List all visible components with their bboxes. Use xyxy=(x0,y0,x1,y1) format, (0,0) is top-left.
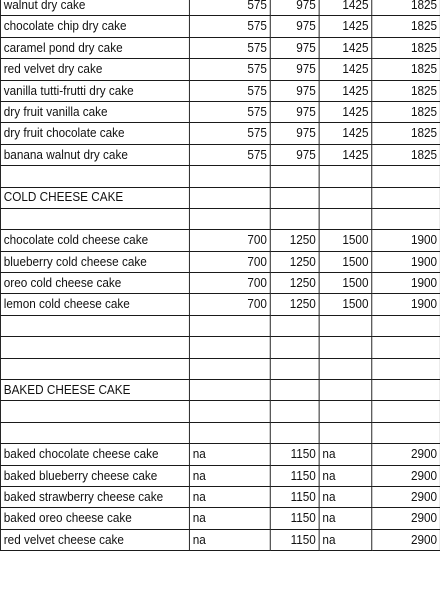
price-cell xyxy=(270,401,319,422)
table-row xyxy=(0,273,440,294)
price-cell: 575 xyxy=(189,144,270,165)
price-cell: 575 xyxy=(189,0,270,16)
item-name-cell: red velvet cheese cake xyxy=(0,529,189,550)
price-cell: na xyxy=(189,465,270,486)
price-cell xyxy=(372,208,440,229)
price-cell: 1150 xyxy=(270,508,319,529)
price-cell: na xyxy=(319,529,372,550)
price-cell: 575 xyxy=(189,101,270,122)
item-name-cell: blueberry cold cheese cake xyxy=(0,251,189,272)
item-name-cell: dry fruit vanilla cake xyxy=(0,101,189,122)
table-row xyxy=(0,0,440,16)
item-name-cell xyxy=(0,166,189,187)
price-cell: 1425 xyxy=(319,37,372,58)
price-cell: 975 xyxy=(270,80,319,101)
price-cell: 2900 xyxy=(372,508,440,529)
price-cell xyxy=(319,337,372,358)
price-cell xyxy=(319,315,372,336)
item-name-cell: oreo cold cheese cake xyxy=(0,273,189,294)
table-row xyxy=(0,529,440,550)
table-row xyxy=(0,16,440,37)
price-cell xyxy=(372,187,440,208)
price-cell xyxy=(319,422,372,443)
table-row xyxy=(0,422,440,443)
price-cell: 1150 xyxy=(270,444,319,465)
table-row xyxy=(0,144,440,165)
price-cell: 1825 xyxy=(372,16,440,37)
price-cell: 1425 xyxy=(319,16,372,37)
price-cell: na xyxy=(319,486,372,507)
price-cell: na xyxy=(319,508,372,529)
price-cell: 2900 xyxy=(372,486,440,507)
table-row xyxy=(0,465,440,486)
price-cell: 975 xyxy=(270,144,319,165)
price-cell xyxy=(189,380,270,401)
item-name-cell xyxy=(0,337,189,358)
price-cell xyxy=(372,358,440,379)
item-name-cell: banana walnut dry cake xyxy=(0,144,189,165)
price-cell: 575 xyxy=(189,37,270,58)
table-row xyxy=(0,315,440,336)
item-name-cell: dry fruit chocolate cake xyxy=(0,123,189,144)
price-cell xyxy=(270,315,319,336)
price-cell: 1250 xyxy=(270,230,319,251)
price-cell xyxy=(189,315,270,336)
item-name-cell: chocolate chip dry cake xyxy=(0,16,189,37)
price-cell: 2900 xyxy=(372,444,440,465)
price-cell: 975 xyxy=(270,59,319,80)
price-cell xyxy=(270,337,319,358)
price-cell xyxy=(189,166,270,187)
price-cell xyxy=(270,358,319,379)
table-row xyxy=(0,37,440,58)
price-cell: 975 xyxy=(270,16,319,37)
price-cell: 1825 xyxy=(372,123,440,144)
price-cell: 1250 xyxy=(270,294,319,315)
price-cell xyxy=(372,401,440,422)
item-name-cell xyxy=(0,422,189,443)
price-cell: 1150 xyxy=(270,529,319,550)
table-row xyxy=(0,294,440,315)
price-cell xyxy=(319,401,372,422)
table-row xyxy=(0,380,440,401)
item-name-cell xyxy=(0,208,189,229)
price-cell xyxy=(372,166,440,187)
price-cell: 1825 xyxy=(372,59,440,80)
price-cell: 1900 xyxy=(372,294,440,315)
table-row xyxy=(0,123,440,144)
price-cell xyxy=(372,380,440,401)
table-row xyxy=(0,401,440,422)
table-row xyxy=(0,187,440,208)
table-row xyxy=(0,208,440,229)
price-cell: na xyxy=(319,444,372,465)
price-cell xyxy=(189,337,270,358)
item-name-cell: BAKED CHEESE CAKE xyxy=(0,380,189,401)
price-cell: 1500 xyxy=(319,230,372,251)
price-cell: 975 xyxy=(270,0,319,16)
item-name-cell: lemon cold cheese cake xyxy=(0,294,189,315)
price-cell: 1425 xyxy=(319,101,372,122)
price-cell xyxy=(319,166,372,187)
price-cell xyxy=(270,187,319,208)
price-cell: 1425 xyxy=(319,144,372,165)
item-name-cell: COLD CHEESE CAKE xyxy=(0,187,189,208)
price-cell: 1900 xyxy=(372,273,440,294)
price-cell: 1900 xyxy=(372,251,440,272)
price-cell xyxy=(319,358,372,379)
price-cell xyxy=(189,422,270,443)
price-cell: na xyxy=(189,508,270,529)
price-cell: 1425 xyxy=(319,80,372,101)
price-cell xyxy=(319,208,372,229)
item-name-cell: walnut dry cake xyxy=(0,0,189,16)
table-row xyxy=(0,508,440,529)
price-cell: 1825 xyxy=(372,37,440,58)
price-cell: 575 xyxy=(189,59,270,80)
item-name-cell: baked blueberry cheese cake xyxy=(0,465,189,486)
price-cell: 1150 xyxy=(270,465,319,486)
item-name-cell xyxy=(0,401,189,422)
item-name-cell: baked chocolate cheese cake xyxy=(0,444,189,465)
price-cell: 1900 xyxy=(372,230,440,251)
price-cell: 575 xyxy=(189,80,270,101)
table-row xyxy=(0,358,440,379)
price-cell: 1500 xyxy=(319,294,372,315)
price-cell xyxy=(372,337,440,358)
price-cell: 2900 xyxy=(372,465,440,486)
price-cell xyxy=(189,187,270,208)
price-cell: 1500 xyxy=(319,251,372,272)
price-cell xyxy=(319,380,372,401)
table-row xyxy=(0,59,440,80)
table-row xyxy=(0,486,440,507)
table-row xyxy=(0,251,440,272)
price-cell: 700 xyxy=(189,230,270,251)
price-cell: 975 xyxy=(270,123,319,144)
price-cell: 1825 xyxy=(372,80,440,101)
item-name-cell: chocolate cold cheese cake xyxy=(0,230,189,251)
price-cell: na xyxy=(189,529,270,550)
price-cell: 1425 xyxy=(319,59,372,80)
price-cell: 1250 xyxy=(270,273,319,294)
price-cell xyxy=(372,315,440,336)
price-cell: 575 xyxy=(189,16,270,37)
price-cell: 700 xyxy=(189,251,270,272)
table-row xyxy=(0,101,440,122)
price-cell: 975 xyxy=(270,37,319,58)
table-row xyxy=(0,337,440,358)
price-cell xyxy=(270,422,319,443)
item-name-cell: baked oreo cheese cake xyxy=(0,508,189,529)
table-row xyxy=(0,166,440,187)
price-cell: 1250 xyxy=(270,251,319,272)
item-name-cell: caramel pond dry cake xyxy=(0,37,189,58)
price-cell: 975 xyxy=(270,101,319,122)
price-cell xyxy=(189,208,270,229)
price-cell: 1150 xyxy=(270,486,319,507)
price-cell: 2900 xyxy=(372,529,440,550)
price-cell: 1425 xyxy=(319,0,372,16)
price-cell: 1500 xyxy=(319,273,372,294)
price-cell: 700 xyxy=(189,273,270,294)
price-cell xyxy=(319,187,372,208)
item-name-cell xyxy=(0,358,189,379)
item-name-cell xyxy=(0,315,189,336)
item-name-cell: vanilla tutti-frutti dry cake xyxy=(0,80,189,101)
price-cell: 575 xyxy=(189,123,270,144)
price-cell xyxy=(270,166,319,187)
price-cell: 1425 xyxy=(319,123,372,144)
table-row xyxy=(0,80,440,101)
price-cell: na xyxy=(319,465,372,486)
price-cell: 1825 xyxy=(372,0,440,16)
price-cell: 700 xyxy=(189,294,270,315)
table-row xyxy=(0,230,440,251)
price-cell xyxy=(189,401,270,422)
price-cell xyxy=(270,208,319,229)
price-cell: 1825 xyxy=(372,144,440,165)
price-cell: na xyxy=(189,444,270,465)
item-name-cell: baked strawberry cheese cake xyxy=(0,486,189,507)
item-name-cell: red velvet dry cake xyxy=(0,59,189,80)
price-cell xyxy=(372,422,440,443)
table-row xyxy=(0,444,440,465)
price-cell: 1825 xyxy=(372,101,440,122)
price-cell xyxy=(189,358,270,379)
price-cell: na xyxy=(189,486,270,507)
price-cell xyxy=(270,380,319,401)
